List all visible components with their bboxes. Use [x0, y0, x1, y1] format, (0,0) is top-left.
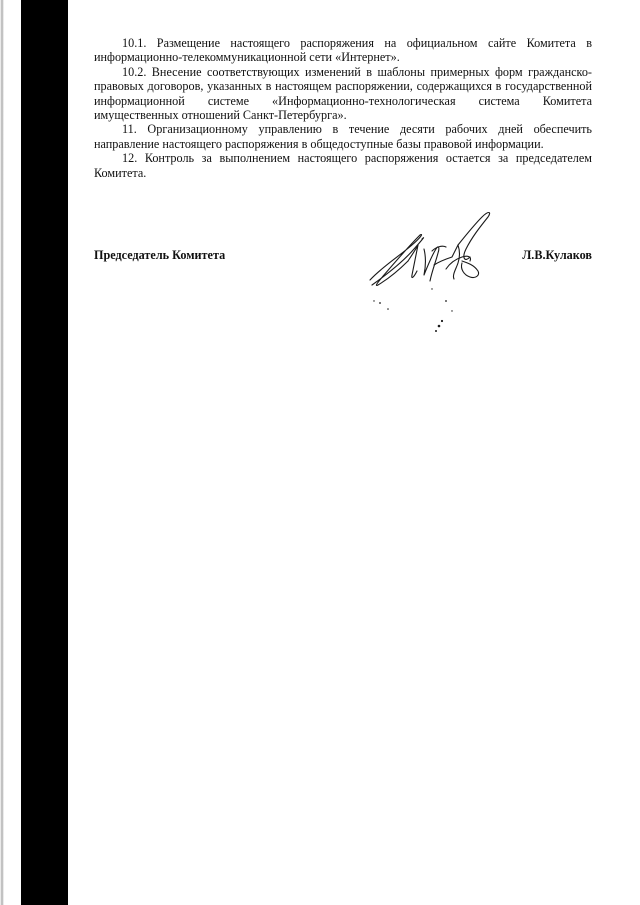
scan-edge-artifact [0, 0, 5, 905]
paragraph-10-1: 10.1. Размещение настоящего распоряжения на официальном сайте Комитета в информационно-телекоммуникационной сети «Интернет». [94, 36, 592, 65]
handwritten-signature-icon [362, 205, 512, 340]
document-body [94, 36, 592, 180]
paragraph-11: 11. Организационному управлению в течение десяти рабочих дней обеспечить направление настоящего распоряжения в общедоступные базы правовой информации. [94, 122, 592, 151]
signatory-title: Председатель Комитета [94, 248, 226, 262]
signatory-name: Л.В.Кулаков [522, 248, 592, 262]
paragraph-10-2: 10.2. Внесение соответствующих изменений в шаблоны примерных форм гражданско-правовых договоров, указанных в настоящем распоряжении, содержащихся в государственной информационной системе «Информационно-технологическая система Комитета имущественных отношений Санкт-Петербурга». [94, 64, 592, 123]
paragraph-12: 12. Контроль за выполнением настоящего распоряжения остается за председателем Комитета. [94, 151, 592, 180]
signature-block [94, 248, 592, 264]
redaction-bar [21, 0, 68, 905]
